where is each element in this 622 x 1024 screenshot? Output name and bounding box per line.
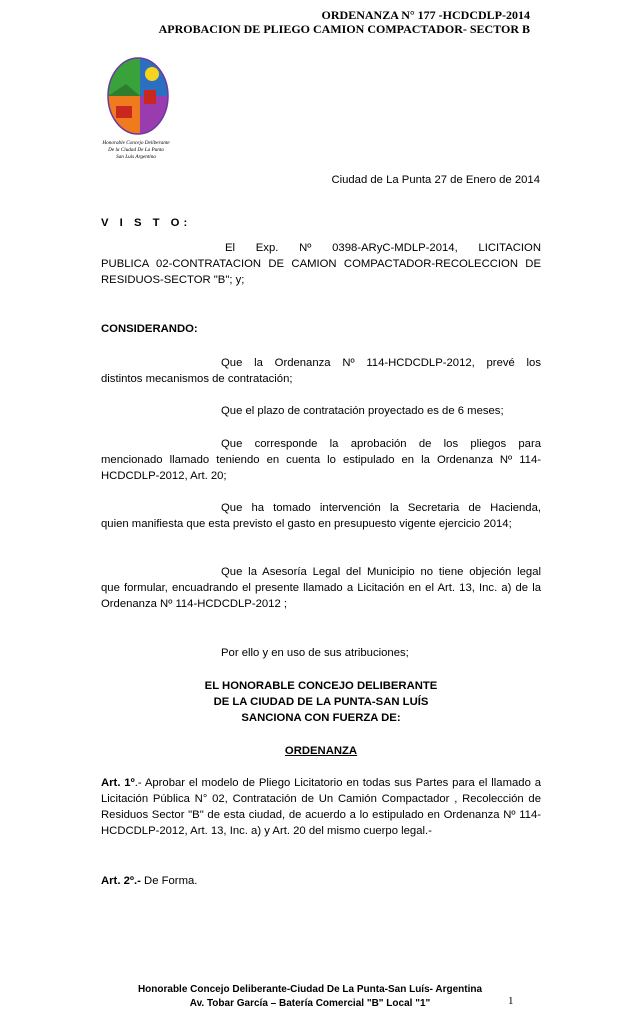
logo-caption (96, 140, 176, 161)
logo-caption-line: San Luis Argentina (116, 154, 156, 160)
ordinance-subject-header: APROBACION DE PLIEGO CAMION COMPACTADOR- SECTOR B (158, 22, 530, 36)
paragraph-lead: Que corresponde la aprobación de los pliegos para (221, 438, 541, 450)
article-1-text: .- Aprobar el modelo de Pliego Licitatorio en todas sus Partes para el llamado a Licitación Pública N° 02, Contratación de Un Camión Compactador , Recolección de Residuos Sector "B" de esta ciudad, de acuerdo a lo estipulado en Ordenanza Nº 114-HCDCDLP-2012, Art. 13, Inc. a) y Art. 20 del mismo cuerpo legal.- (101, 777, 541, 837)
logo-caption-line: De la Ciudad De La Punta (108, 147, 164, 153)
considerando-paragraph-1 (101, 355, 541, 387)
article-1-label: Art. 1º (101, 777, 135, 789)
paragraph-rest: mencionado llamado teniendo en cuenta lo estipulado en la Ordenanza Nº 114-HCDCDLP-2012, Art. 20; (101, 454, 541, 482)
paragraph-lead: Que la Ordenanza Nº 114-HCDCDLP-2012, prevé los (221, 357, 541, 369)
sanction-line-3: SANCIONA CON FUERZA DE: (241, 712, 401, 724)
article-2 (101, 873, 541, 889)
article-1 (101, 775, 541, 839)
considerando-closing (101, 645, 541, 661)
ordenanza-title-text: ORDENANZA (284, 745, 358, 757)
closing-text: Por ello y en uso de sus atribuciones; (221, 647, 409, 659)
council-logo (96, 50, 176, 138)
article-2-label: Art. 2º.- (101, 875, 141, 887)
considerando-paragraph-2 (101, 403, 541, 419)
visto-heading: V I S T O: (101, 217, 192, 229)
considerando-paragraph-5 (101, 564, 541, 612)
paragraph-lead: Que la Asesoría Legal del Municipio no tiene objeción legal (221, 566, 541, 578)
page-number: 1 (508, 995, 514, 1007)
paragraph-lead: Que ha tomado intervención la Secretaria de Hacienda, (221, 502, 541, 514)
considerando-paragraph-3 (101, 436, 541, 484)
sanction-line-2: DE LA CIUDAD DE LA PUNTA-SAN LUÍS (213, 696, 429, 708)
paragraph-rest: distintos mecanismos de contratación; (101, 373, 293, 385)
article-2-text: De Forma. (140, 875, 198, 887)
ordenanza-title (101, 743, 541, 759)
visto-body (101, 240, 541, 288)
footer-line-1: Honorable Concejo Deliberante-Ciudad De La Punta-San Luís- Argentina (137, 984, 483, 995)
council-logo-graphic (96, 50, 176, 138)
paragraph-lead: Que el plazo de contratación proyectado es de 6 meses; (221, 405, 504, 417)
sanction-line-1: EL HONORABLE CONCEJO DELIBERANTE (204, 680, 438, 692)
paragraph-rest: quien manifiesta que esta previsto el gasto en presupuesto vigente ejercicio 2014; (101, 518, 512, 530)
considerando-paragraph-4 (101, 500, 541, 532)
considerando-heading: CONSIDERANDO: (101, 323, 198, 335)
visto-first-line: El Exp. Nº 0398-ARyC-MDLP-2014, LICITACION (225, 242, 541, 254)
logo-caption-line: Honorable Concejo Deliberante (102, 140, 170, 146)
paragraph-rest: que formular, encuadrando el presente llamado a Licitación en el Art. 13, Inc. a) de la Ordenanza Nº 114-HCDCDLP-2012 ; (101, 582, 541, 610)
footer-line-2: Av. Tobar García – Batería Comercial "B" Local "1" (189, 998, 431, 1009)
ordinance-number-header: ORDENANZA N° 177 -HCDCDLP-2014 (321, 8, 530, 22)
visto-rest: PUBLICA 02-CONTRATACION DE CAMION COMPACTADOR-RECOLECCION DE RESIDUOS-SECTOR "B"; y; (101, 258, 541, 286)
document-date: Ciudad de La Punta 27 de Enero de 2014 (331, 174, 540, 186)
